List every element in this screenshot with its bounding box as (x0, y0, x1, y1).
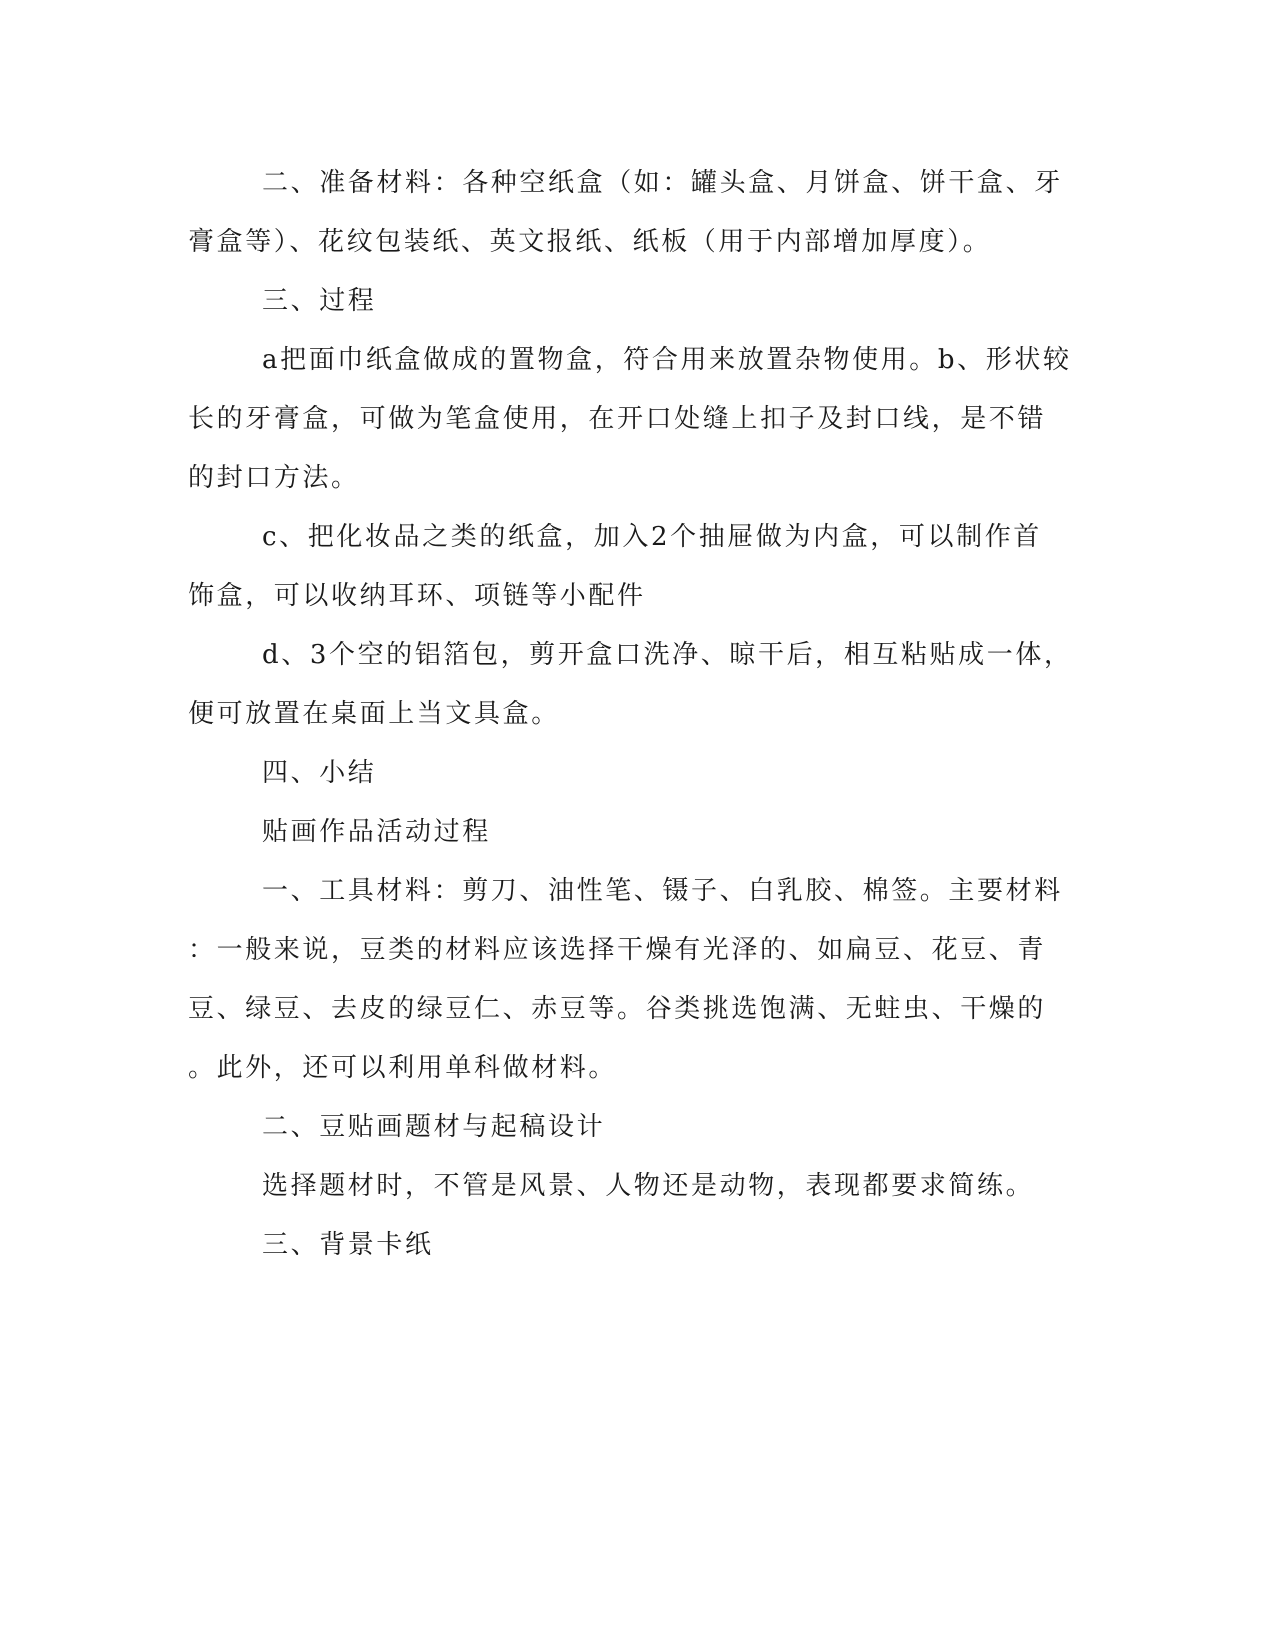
paragraph-materials-line-1: 二、准备材料：各种空纸盒（如：罐头盒、月饼盒、饼干盒、牙 (262, 168, 1063, 198)
paragraph-tools-line-3: 豆、绿豆、去皮的绿豆仁、赤豆等。谷类挑选饱满、无蛀虫、干燥的 (188, 994, 1047, 1024)
paragraph-tools-line-4: 。此外，还可以利用单科做材料。 (188, 1053, 618, 1083)
paragraph-subject: 选择题材时，不管是风景、人物还是动物，表现都要求简练。 (262, 1171, 1035, 1201)
heading-background-card: 三、背景卡纸 (262, 1230, 434, 1260)
paragraph-process-a-line-1: a把面巾纸盒做成的置物盒，符合用来放置杂物使用。b、形状较 (262, 345, 1072, 375)
paragraph-tools-line-2: ：一般来说，豆类的材料应该选择干燥有光泽的、如扁豆、花豆、青 (188, 935, 1047, 965)
paragraph-process-c-line-1: c、把化妆品之类的纸盒，加入2个抽屉做为内盒，可以制作首 (262, 522, 1042, 552)
paragraph-process-d-line-1: d、3个空的铝箔包，剪开盒口洗净、晾干后，相互粘贴成一体， (262, 640, 1073, 670)
paragraph-process-a-line-3: 的封口方法。 (188, 463, 360, 493)
heading-process: 三、过程 (262, 286, 377, 316)
heading-collage-process: 贴画作品活动过程 (262, 817, 491, 847)
paragraph-process-d-line-2: 便可放置在桌面上当文具盒。 (188, 699, 560, 729)
heading-subject-design: 二、豆贴画题材与起稿设计 (262, 1112, 606, 1142)
paragraph-process-a-line-2: 长的牙膏盒，可做为笔盒使用，在开口处缝上扣子及封口线，是不错 (188, 404, 1047, 434)
paragraph-process-c-line-2: 饰盒，可以收纳耳环、项链等小配件 (188, 581, 646, 611)
paragraph-materials-line-2: 膏盒等）、花纹包装纸、英文报纸、纸板（用于内部增加厚度）。 (188, 227, 992, 257)
paragraph-tools-line-1: 一、工具材料：剪刀、油性笔、镊子、白乳胶、棉签。主要材料 (262, 876, 1063, 906)
heading-summary: 四、小结 (262, 758, 377, 788)
